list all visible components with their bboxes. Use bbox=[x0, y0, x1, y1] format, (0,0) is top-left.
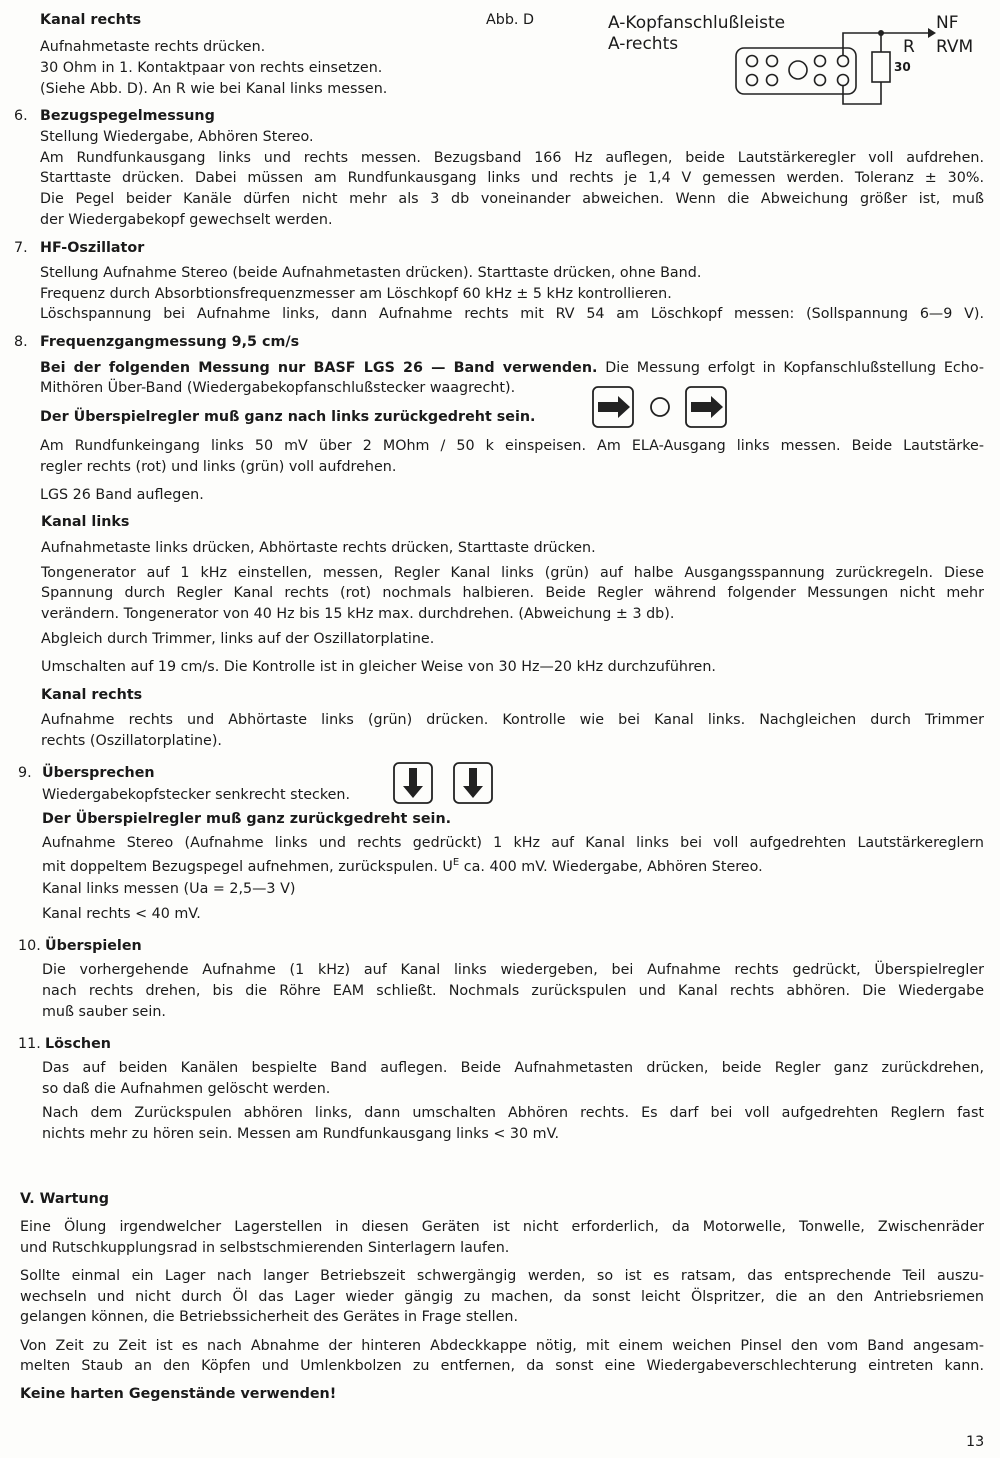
kanal-links-line-4: verändern. Tongenerator von 40 Hz bis 15 kHz max. durchdrehen. (Abweichung ± 3 db). bbox=[41, 606, 675, 622]
section-7-number: 7. bbox=[14, 240, 28, 256]
wartung-p3-line-1: Von Zeit zu Zeit ist es nach Abnahme der hinteren Abdeckkappe nötig, mit einem weichen Pinsel den vom Band angesam- bbox=[20, 1338, 984, 1354]
section-6-line-1: Stellung Wiedergabe, Abhören Stereo. bbox=[40, 129, 314, 145]
section-6-line-5: der Wiedergabekopf gewechselt werden. bbox=[40, 212, 333, 228]
section-8-line-1-rest: Die Messung erfolgt in Kopfanschlußstellung Echo- bbox=[597, 360, 985, 376]
kanal-rechts-2-line-1: Aufnahme rechts und Abhörtaste links (grün) drücken. Kontrolle wie bei Kanal links. Nachgleichen durch Trimmer bbox=[41, 712, 984, 728]
kanal-links-line-6: Umschalten auf 19 cm/s. Die Kontrolle ist in gleicher Weise von 30 Hz—20 kHz durchzuführen. bbox=[41, 659, 716, 675]
section-8-bold-2: Der Überspielregler muß ganz nach links zurückgedreht sein. bbox=[40, 409, 536, 425]
wartung-p2-line-2: wechseln und nicht durch Öl das Lager wieder gängig zu machen, da sonst leicht Ölspritzer, die an den Antriebsriemen bbox=[20, 1289, 984, 1305]
section-6-line-4: Die Pegel beider Kanäle dürfen nicht mehr als 3 db voneinander abweichen. Wenn die Abweichung größer ist, muß bbox=[40, 191, 984, 207]
section-9-bold: Der Überspielregler muß ganz zurückgedreht sein. bbox=[42, 811, 452, 827]
wartung-p1-line-1: Eine Ölung irgendwelcher Lagerstellen in diesen Geräten ist nicht erforderlich, da Motorwelle, Tonwelle, Zwischenräder bbox=[20, 1219, 984, 1235]
wartung-p3-line-2: melten Staub an den Köpfen und Umlenkbolzen zu entfernen, da sonst eine Wiedergabeverschlechterung eintreten kann. bbox=[20, 1358, 984, 1374]
section-6-title: Bezugspegelmessung bbox=[40, 108, 215, 124]
section-8-line-2: Mithören Über-Band (Wiedergabekopfanschlußstecker waagrecht). bbox=[40, 380, 516, 396]
figure-d-r: R bbox=[903, 37, 915, 57]
section-6-number: 6. bbox=[14, 108, 28, 124]
section-9-line-3-post: ca. 400 mV. Wiedergabe, Abhören Stereo. bbox=[459, 858, 763, 875]
section-9-line-3-pre: mit doppeltem Bezugspegel aufnehmen, zurückspulen. U bbox=[42, 858, 453, 875]
section-7-line-1: Stellung Aufnahme Stereo (beide Aufnahmetasten drücken). Starttaste drücken, ohne Band. bbox=[40, 265, 702, 281]
kanal-rechts-line-3: (Siehe Abb. D). An R wie bei Kanal links messen. bbox=[40, 81, 388, 97]
section-11-line-3: Nach dem Zurückspulen abhören links, dann umschalten Abhören rechts. Es darf bei voll aufgedrehten Reglern fast bbox=[42, 1105, 984, 1121]
kanal-rechts-heading-2: Kanal rechts bbox=[41, 687, 143, 703]
section-10-number: 10. bbox=[18, 938, 41, 954]
section-10-line-3: muß sauber sein. bbox=[42, 1004, 166, 1020]
section-10-line-2: nach rechts drehen, bis die Röhre EAM schließt. Nochmals zurückspulen und Kanal rechts abhören. Die Wiedergabe bbox=[42, 983, 984, 999]
section-8-line-4: regler rechts (rot) und links (grün) voll aufdrehen. bbox=[40, 459, 397, 475]
section-11-title: Löschen bbox=[45, 1036, 111, 1052]
page-number: 13 bbox=[966, 1434, 985, 1450]
section-9-number: 9. bbox=[18, 765, 32, 781]
figure-d-nf: NF bbox=[936, 13, 959, 33]
wartung-p2-line-3: gelangen können, die Betriebssicherheit des Gerätes in Frage stellen. bbox=[20, 1309, 519, 1325]
section-7-title: HF-Oszillator bbox=[40, 240, 145, 256]
section-11-line-2: so daß die Aufnahmen gelöscht werden. bbox=[42, 1081, 331, 1097]
kanal-rechts-heading: Kanal rechts bbox=[40, 12, 142, 28]
section-10-line-1: Die vorhergehende Aufnahme (1 kHz) auf Kanal links wiedergeben, bei Aufnahme rechts gedrückt, Überspielregler bbox=[42, 962, 984, 978]
section-9-superscript: E bbox=[452, 857, 460, 868]
section-8-number: 8. bbox=[14, 334, 28, 350]
section-8-line-3: Am Rundfunkeingang links 50 mV über 2 MOhm / 50 k einspeisen. Am ELA-Ausgang links messen. Beide Lautstärke- bbox=[40, 438, 984, 454]
kanal-links-line-5: Abgleich durch Trimmer, links auf der Oszillatorplatine. bbox=[41, 631, 435, 647]
figure-d-title-2: A-rechts bbox=[608, 34, 679, 54]
wartung-warning: Keine harten Gegenstände verwenden! bbox=[20, 1386, 337, 1402]
section-6-line-3: Starttaste drücken. Dabei müssen am Rundfunkausgang links und rechts je 1,4 V gemessen werden. Toleranz ± 30%. bbox=[40, 170, 984, 186]
wartung-p1-line-2: und Rutschkupplungsrad in selbstschmierenden Sinterlagern laufen. bbox=[20, 1240, 510, 1256]
section-8-bold-1: Bei der folgenden Messung nur BASF LGS 26 — Band verwenden. bbox=[40, 360, 598, 376]
figure-d-title-1: A-Kopfanschlußleiste bbox=[608, 13, 786, 33]
wartung-p2-line-1: Sollte einmal ein Lager nach langer Betriebszeit schwergängig werden, so ist es ratsam, das entsprechende Teil auszu- bbox=[20, 1268, 984, 1284]
section-8-line-5: LGS 26 Band auflegen. bbox=[40, 487, 204, 503]
section-11-number: 11. bbox=[18, 1036, 41, 1052]
kanal-links-line-3: Spannung durch Regler Kanal rechts (rot) nochmals halbieren. Beide Regler während folgender Messungen nicht mehr bbox=[41, 585, 984, 601]
section-9-line-1: Wiedergabekopfstecker senkrecht stecken. bbox=[42, 787, 351, 803]
section-9-title: Übersprechen bbox=[42, 765, 155, 781]
section-10-title: Überspielen bbox=[45, 938, 142, 954]
section-11-line-4: nichts mehr zu hören sein. Messen am Rundfunkausgang links < 30 mV. bbox=[42, 1126, 560, 1142]
section-9-line-4: Kanal links messen (Ua = 2,5—3 V) bbox=[42, 881, 296, 897]
kanal-links-heading: Kanal links bbox=[41, 514, 130, 530]
section-9-line-2: Aufnahme Stereo (Aufnahme links und rechts gedrückt) 1 kHz auf Kanal links bei voll aufgedrehten Lautstärkereglern bbox=[42, 835, 984, 851]
kanal-rechts-line-2: 30 Ohm in 1. Kontaktpaar von rechts einsetzen. bbox=[40, 60, 383, 76]
section-11-line-1: Das auf beiden Kanälen bespielte Band auflegen. Beide Aufnahmetasten drücken, beide Regler ganz zurückdrehen, bbox=[42, 1060, 984, 1076]
figure-d-resistor-value: 30 bbox=[894, 60, 911, 74]
kanal-links-line-1: Aufnahmetaste links drücken, Abhörtaste rechts drücken, Starttaste drücken. bbox=[41, 540, 596, 556]
section-7-line-2: Frequenz durch Absorbtionsfrequenzmesser am Löschkopf 60 kHz ± 5 kHz kontrollieren. bbox=[40, 286, 672, 302]
figure-d-label: Abb. D bbox=[486, 12, 535, 28]
section-8-title: Frequenzgangmessung 9,5 cm/s bbox=[40, 334, 300, 350]
kanal-rechts-2-line-2: rechts (Oszillatorplatine). bbox=[41, 733, 222, 749]
section-6-line-2: Am Rundfunkausgang links und rechts messen. Bezugsband 166 Hz auflegen, beide Lautstärkeregler voll aufdrehen. bbox=[40, 150, 984, 166]
wartung-heading: V. Wartung bbox=[20, 1191, 110, 1207]
figure-d-rvm: RVM bbox=[936, 37, 974, 57]
kanal-rechts-line-1: Aufnahmetaste rechts drücken. bbox=[40, 39, 266, 55]
kanal-links-line-2: Tongenerator auf 1 kHz einstellen, messen, Regler Kanal links (grün) auf halbe Ausgangsspannung zurückregeln. Diese bbox=[41, 565, 984, 581]
section-9-line-5: Kanal rechts < 40 mV. bbox=[42, 906, 201, 922]
section-9-line-3 bbox=[42, 853, 984, 877]
section-7-line-3: Löschspannung bei Aufnahme links, dann Aufnahme rechts mit RV 54 am Löschkopf messen: (Sollspannung 6—9 V). bbox=[40, 306, 984, 322]
